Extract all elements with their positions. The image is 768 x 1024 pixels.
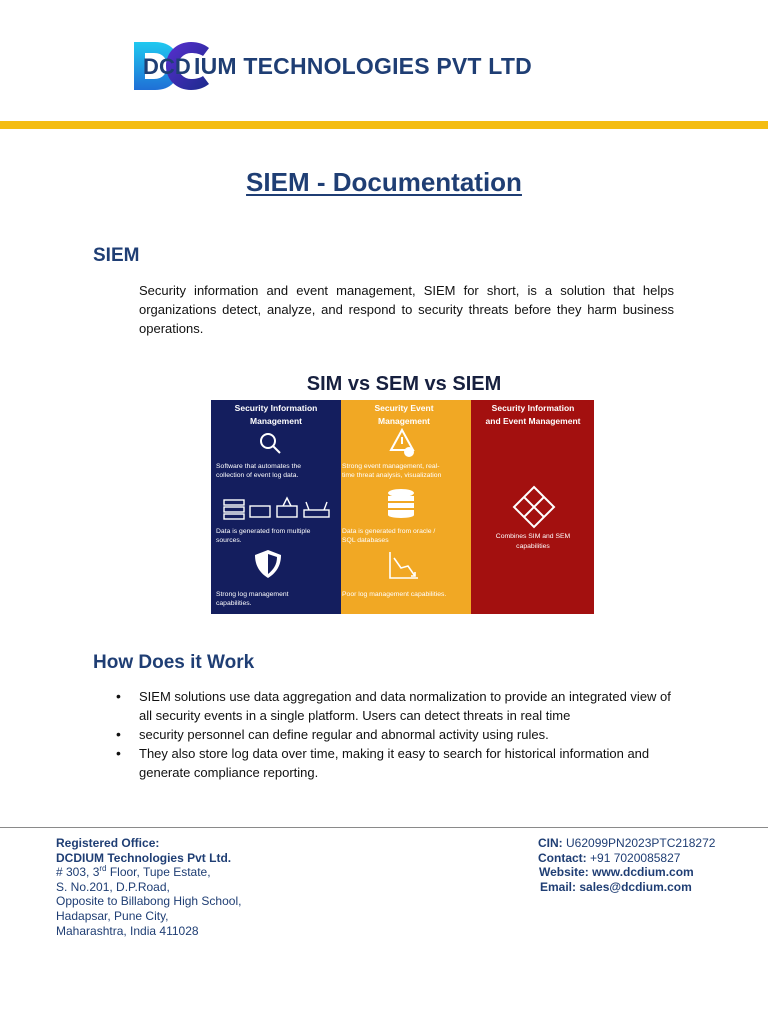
siem-item-1: Combines SIM and SEM	[495, 533, 571, 540]
sim-item-3: Strong log management	[216, 591, 289, 598]
siem-column	[471, 400, 594, 614]
sem-item-3: Poor log management capabilities.	[342, 591, 447, 598]
address-line-5: Maharashtra, India 411028	[56, 923, 199, 938]
cin-row: CIN: U62099PN2023PTC218272	[538, 836, 716, 850]
company-name: IUM TECHNOLOGIES PVT LTD	[194, 53, 532, 79]
phone-row: Contact: +91 7020085827	[538, 850, 681, 865]
database-icon	[388, 489, 414, 518]
contact-details	[538, 836, 715, 894]
siem-item-1-cont: capabilities	[516, 543, 550, 550]
section-heading-siem: SIEM	[93, 245, 140, 266]
address-line-4: Hadapsar, Pune City,	[56, 908, 169, 923]
sim-item-1-cont: collection of event log data.	[216, 472, 299, 479]
sim-item-2: Data is generated from multiple	[216, 528, 311, 535]
how-it-works-list	[113, 687, 678, 782]
svg-text:CD: CD	[159, 54, 191, 79]
list-item: • They also store log data over time, making it easy to search for historical information and generate compliance reporting.	[113, 744, 678, 782]
document-title: SIEM - Documentation	[246, 167, 522, 197]
website-row[interactable]: Website: www.dcdium.com	[539, 865, 694, 880]
siem-heading-line1: Security Information	[491, 403, 575, 413]
section-heading-how-it-works: How Does it Work	[93, 652, 255, 673]
address-line-1: # 303, 3rd Floor, Tupe Estate,	[56, 864, 211, 880]
sim-item-3-cont: capabilities.	[216, 600, 252, 607]
siem-description: Security information and event management, SIEM for short, is a solution that helps organizations detect, analyze, and respond to security threats before they harm business operations.	[139, 283, 674, 336]
infographic-title: SIM vs SEM vs SIEM	[306, 373, 502, 395]
sem-heading-line1: Security Event	[374, 403, 434, 413]
list-item: • SIEM solutions use data aggregation and data normalization to provide an integrated view of all security events in a single platform. Users can detect threats in real time	[113, 687, 678, 725]
sim-heading-line2: Management	[250, 416, 302, 426]
sim-sem-siem-infographic	[211, 366, 594, 614]
list-item: • security personnel can define regular and abnormal activity using rules.	[113, 725, 678, 744]
siem-heading-line2: and Event Management	[485, 416, 581, 426]
sim-heading-line1: Security Information	[234, 403, 318, 413]
sem-heading-line2: Management	[378, 416, 430, 426]
footer-divider	[0, 827, 768, 828]
sem-item-1-cont: time threat analysis, visualization	[342, 472, 442, 479]
svg-text:D: D	[143, 54, 159, 79]
company-legal-name: DCDIUM Technologies Pvt Ltd.	[56, 850, 232, 865]
header-divider	[0, 121, 768, 129]
letterhead	[0, 0, 768, 130]
registered-office-address	[56, 836, 241, 938]
address-line-3: Opposite to Billabong High School,	[56, 894, 242, 909]
sim-item-2-cont: sources.	[216, 537, 242, 544]
office-label: Registered Office:	[56, 836, 160, 850]
sem-item-2-cont: SQL databases	[342, 537, 389, 544]
sem-item-1: Strong event management, real-	[342, 463, 440, 470]
sem-item-2: Data is generated from oracle /	[342, 528, 436, 535]
address-line-2: S. No.201, D.P.Road,	[56, 879, 170, 894]
email-row[interactable]: Email: sales@dcdium.com	[540, 879, 692, 894]
sim-item-1: Software that automates the	[216, 463, 302, 470]
